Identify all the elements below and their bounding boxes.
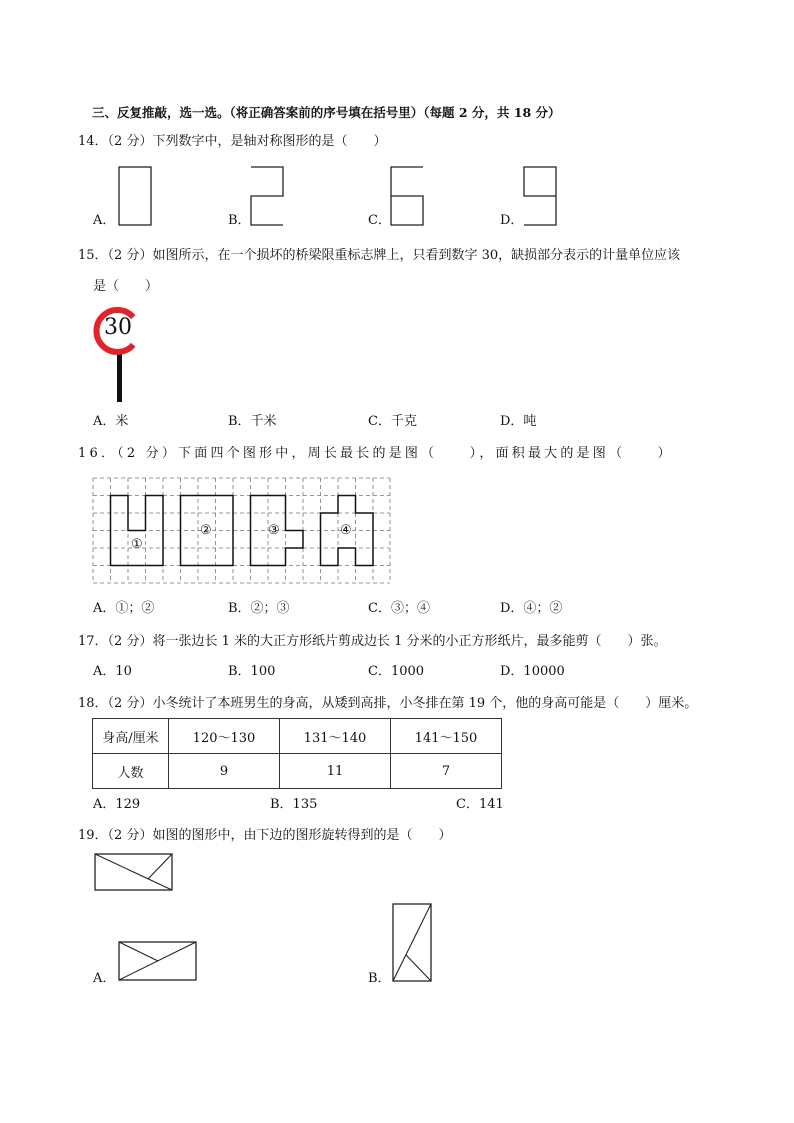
q17-option-c[interactable]: C．1000 [368,664,425,679]
figure-label-2: ② [200,523,212,538]
table-cell: 人数 [93,754,169,789]
table-header-cell: 身高/厘米 [93,719,169,754]
q16-stem: 16．（2 分）下面四个图形中，周长最长的是图（ ），面积最大的是图（ ） [78,446,674,461]
table-cell: 7 [391,754,502,789]
table-cell: 9 [169,754,280,789]
q18-option-a[interactable]: A．129 [93,797,141,812]
table-header-cell: 141～150 [391,719,502,754]
q15-option-d[interactable]: D．吨 [500,414,537,429]
q16-option-c[interactable]: C．③；④ [368,601,430,616]
q14-option-d[interactable]: D． [500,213,524,228]
table-row [93,719,502,754]
q16-option-d[interactable]: D．④；② [500,601,563,616]
q17-option-d[interactable]: D．10000 [500,664,565,679]
digit-six-figure [390,166,426,228]
digit-two-figure [250,166,286,228]
table-cell: 11 [280,754,391,789]
figure-label-3: ③ [268,523,280,538]
q17-option-a[interactable]: A．10 [93,664,132,679]
q15-stem-line2: 是（ ） [93,279,159,294]
table-header-cell: 131～140 [280,719,391,754]
q14-stem: 14．（2 分）下列数字中，是轴对称图形的是（ ） [78,134,387,149]
digit-zero-figure [118,166,154,228]
q18-stem: 18．（2 分）小冬统计了本班男生的身高，从矮到高排，小冬排在第 19 个，他的身高可能是（ ）厘米。 [78,696,698,711]
q14-option-c[interactable]: C． [368,213,391,228]
q14-option-a[interactable]: A． [93,213,116,228]
q15-option-c[interactable]: C．千克 [368,414,417,429]
q14-option-b[interactable]: B． [228,213,251,228]
table-row [93,754,502,789]
q19-source-figure [94,853,174,893]
height-table [92,718,502,789]
q18-option-c[interactable]: C．141 [456,797,504,812]
digit-nine-figure [523,166,559,228]
figure-label-4: ④ [340,523,352,538]
q19-option-b-figure[interactable] [392,903,434,983]
q18-option-b[interactable]: B．135 [270,797,318,812]
q19-option-a[interactable]: A． [93,971,116,986]
q17-option-b[interactable]: B．100 [228,664,276,679]
sign-number: 30 [104,315,132,340]
q15-stem-line1: 15．（2 分）如图所示，在一个损坏的桥梁限重标志牌上，只看到数字 30，缺损部分表示的计量单位应该 [78,248,681,263]
q16-option-b[interactable]: B．②；③ [228,601,290,616]
q15-option-b[interactable]: B．千米 [228,414,277,429]
q17-stem: 17．（2 分）将一张边长 1 米的大正方形纸片剪成边长 1 分米的小正方形纸片，最多能剪（ ）张。 [78,634,667,649]
q15-option-a[interactable]: A．米 [93,414,129,429]
q16-option-a[interactable]: A．①；② [93,601,155,616]
table-header-cell: 120～130 [169,719,280,754]
q19-option-b[interactable]: B． [368,971,391,986]
q19-option-a-figure[interactable] [118,941,198,983]
q19-stem: 19．（2 分）如图的图形中，由下边的图形旋转得到的是（ ） [78,828,452,843]
section-title: 三、反复推敲，选一选。（将正确答案前的序号填在括号里）（每题 2 分，共 18 分） [92,105,561,120]
figure-label-1: ① [131,537,143,552]
